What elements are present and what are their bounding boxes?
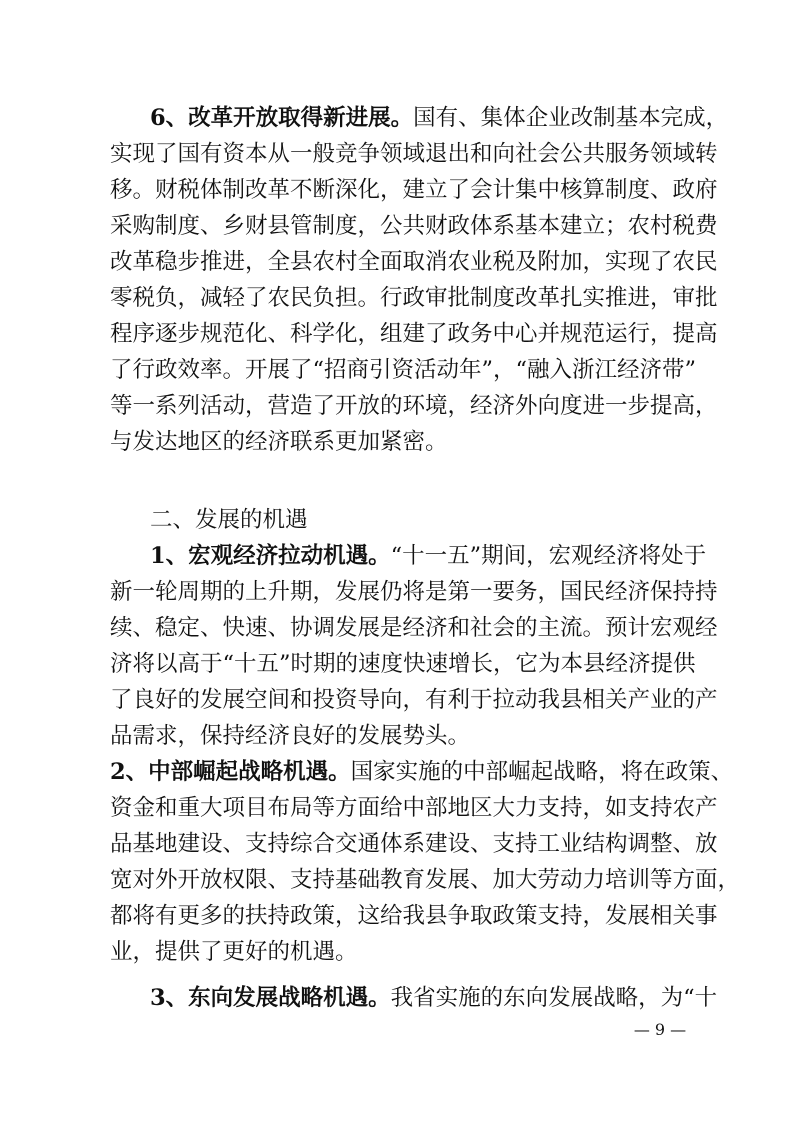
paragraph-line: 改革稳步推进，全县农村全面取消农业税及附加，实现了农民 (110, 249, 718, 275)
paragraph-lead: 3、东向发展战略机遇。 (150, 985, 391, 1011)
paragraph-line: 了行政效率。开展了“招商引资活动年”，“融入浙江经济带” (110, 357, 697, 383)
paragraph-line: 都将有更多的扶持政策，这给我县争取政策支持，发展相关事 (110, 903, 718, 929)
paragraph-line: 济将以高于“十五”时期的速度快速增长，它为本县经济提供 (110, 651, 696, 677)
paragraph-line: 程序逐步规范化、科学化，组建了政务中心并规范运行，提高 (110, 321, 718, 347)
paragraph-line: 与发达地区的经济联系更加紧密。 (110, 429, 448, 455)
paragraph-line (110, 754, 734, 790)
paragraph-line: 零税负，减轻了农民负担。行政审批制度改革扎实推进，审批 (110, 285, 718, 311)
paragraph-line: 了良好的发展空间和投资导向，有利于拉动我县相关产业的产 (110, 687, 718, 713)
paragraph-line (110, 538, 707, 574)
paragraph-text: 我省实施的东向发展战略，为“十 (390, 985, 718, 1011)
paragraph-line: 品基地建设、支持综合交通体系建设、支持工业结构调整、放 (110, 831, 718, 857)
page-number: — 9 — (633, 1020, 687, 1039)
paragraph-lead: 2、中部崛起战略机遇。 (110, 759, 351, 785)
paragraph-line: 品需求，保持经济良好的发展势头。 (110, 723, 471, 749)
paragraph-text: 国有、集体企业改制基本完成， (413, 105, 729, 131)
paragraph-line: 等一系列活动，营造了开放的环境，经济外向度进一步提高， (110, 393, 718, 419)
paragraph-line: 续、稳定、快速、协调发展是经济和社会的主流。预计宏观经 (110, 615, 718, 641)
paragraph-line: 新一轮周期的上升期，发展仍将是第一要务，国民经济保持持 (110, 579, 718, 605)
paragraph-line (110, 100, 729, 136)
paragraph-lead: 6、改革开放取得新进展。 (150, 105, 414, 131)
paragraph-line (110, 980, 718, 1016)
paragraph-lead: 1、宏观经济拉动机遇。 (150, 543, 391, 569)
paragraph-line: 业，提供了更好的机遇。 (110, 939, 358, 965)
section-heading: 二、发展的机遇 (150, 507, 308, 533)
paragraph-line: 实现了国有资本从一般竞争领域退出和向社会公共服务领域转 (110, 141, 718, 167)
paragraph-text: “十一五”期间，宏观经济将处于 (390, 543, 707, 569)
paragraph-line: 采购制度、乡财县管制度，公共财政体系基本建立；农村税费 (110, 213, 718, 239)
paragraph-line: 宽对外开放权限、支持基础教育发展、加大劳动力培训等方面， (110, 867, 741, 893)
paragraph-text: 国家实施的中部崛起战略，将在政策、 (350, 759, 734, 785)
paragraph-line: 资金和重大项目布局等方面给中部地区大力支持，如支持农产 (110, 795, 718, 821)
paragraph-line: 移。财税体制改革不断深化，建立了会计集中核算制度、政府 (110, 177, 718, 203)
